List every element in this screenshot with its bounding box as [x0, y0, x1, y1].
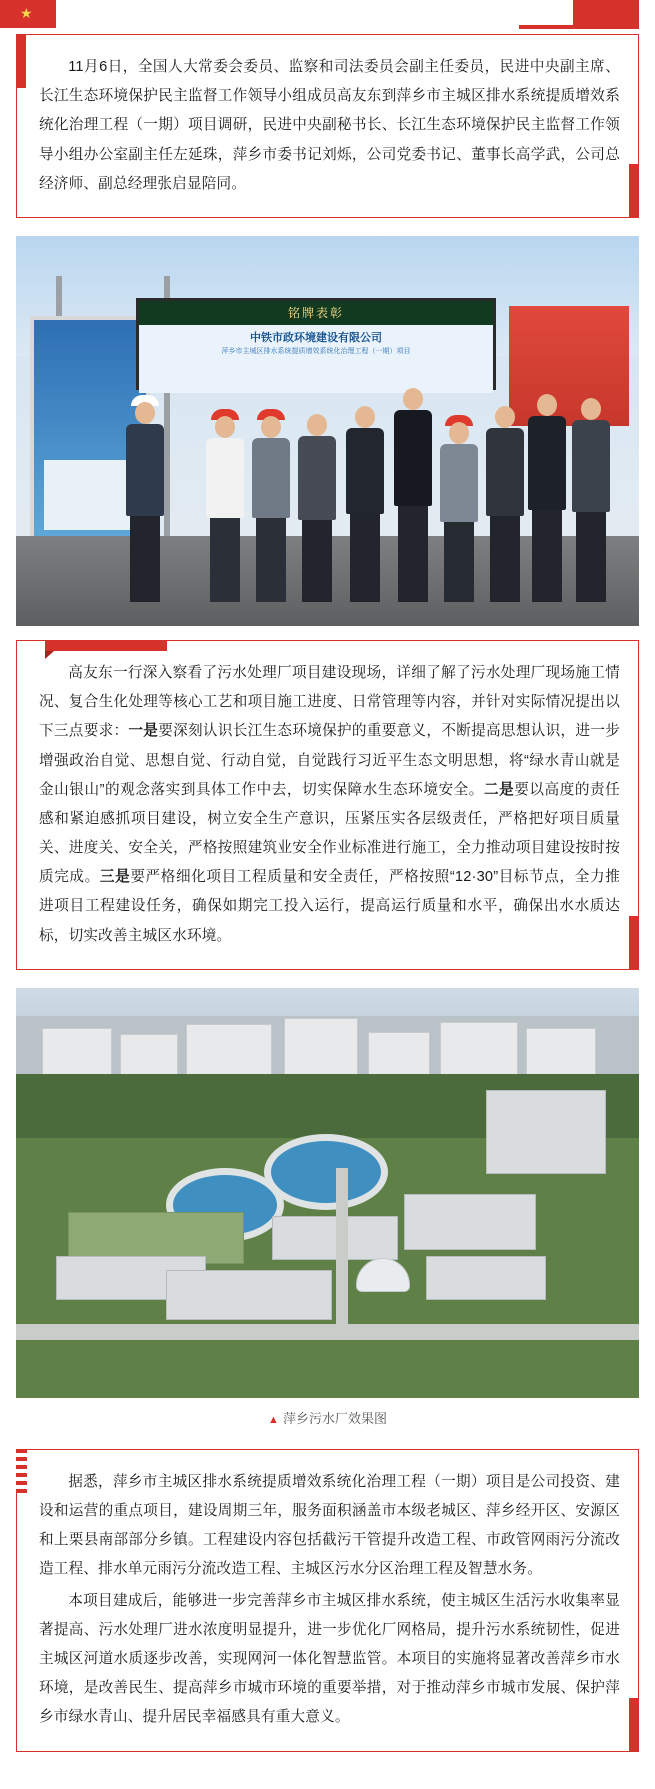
photo1-person-7 [528, 394, 566, 602]
card-corner-accent-top-left [16, 34, 26, 88]
photo-site-visit [16, 236, 639, 626]
requirements-paragraph: 高友东一行深入察看了污水处理厂项目建设现场，详细了解了污水处理厂现场施工情况、复合生化处理等核心工艺和项目施工进度、日常管理等内容，并针对实际情况提出以下三点要求：一是要深刻认识长江生态环境保护的重要意义，不断提高思想认识，进一步增强政治自觉、思想自觉、行动自觉，自觉践行习近平生态文明思想，将“绿水青山就是金山银山”的观念落实到具体工作中去，切实保障水生态环境安全。二是要以高度的责任感和紧迫感抓项目建设，树立安全生产意识，压紧压实各层级责任，严格把好项目质量关、进度关、安全关，严格按照建筑业安全作业标准进行施工，全力推动项目建设按时按质完成。三是要严格细化项目工程质量和安全责任，严格按照“12·30”目标节点，全力推进项目工程建设任务，确保如期完工投入运行，提高运行质量和水平，确保出水水质达标，切实改善主城区水环境。 [39, 664, 621, 944]
card-striped-accent [16, 1449, 27, 1493]
requirements-text-card [16, 640, 639, 970]
photo1-person-worker [126, 395, 164, 602]
photo2-process-building-6 [426, 1256, 546, 1300]
photo1-billboard [136, 298, 496, 390]
photo2-process-building-3 [166, 1270, 332, 1320]
photo1-person-4 [346, 406, 384, 602]
header-right-block [573, 0, 639, 25]
photo-plant-caption-text: 萍乡污水厂效果图 [282, 1410, 387, 1426]
photo-plant-wrap [16, 988, 639, 1427]
photo1-person-3 [298, 414, 336, 602]
photo2-office-block [486, 1090, 606, 1174]
photo1-right-banner [509, 306, 629, 426]
photo2-process-building-5 [404, 1194, 536, 1250]
photo1-billboard-subtitle: 萍乡市主城区排水系统提质增效系统化治理工程（一期）项目 [221, 347, 411, 355]
card-ribbon-accent [45, 640, 167, 651]
overview-paragraph-2: 本项目建成后，能够进一步完善萍乡市主城区排水系统，使主城区生活污水收集率显著提高、污水处理厂进水浓度明显提升，进一步优化厂网格局，提升污水系统韧性，促进主城区河道水质逐步改善，实现网河一体化智慧监管。本项目的实施将显著改善萍乡市水环境，是改善民生、提高萍乡市城市环境的重要举措，对于推动萍乡市城市发展、保护萍乡市绿水青山、提升居民幸福感具有重大意义。 [39, 1592, 620, 1726]
photo2-process-building-4 [272, 1216, 398, 1260]
header-right-rule [519, 25, 639, 29]
intro-text-card [16, 34, 639, 218]
star-icon: ★ [20, 5, 33, 21]
photo1-billboard-title: 中铁市政环境建设有限公司 [250, 331, 382, 344]
photo1-billboard-body [139, 325, 493, 393]
photo1-person-5 [440, 415, 478, 602]
photo-site-visit-wrap [16, 236, 639, 626]
intro-paragraph: 11月6日，全国人大常委会委员、监察和司法委员会副主任委员，民进中央副主席、长江生态环境保护民主监督工作领导小组成员高友东到萍乡市主城区排水系统提质增效系统化治理工程（一期）项目调研，民进中央副秘书长、长江生态环境保护民主监督工作领导小组办公室副主任左延珠，萍乡市委书记刘烁，公司党委书记、董事长高学武，公司总经济师、副总经理张启显陪同。 [39, 59, 620, 192]
photo2-access-road [16, 1324, 639, 1340]
triangle-marker-icon: ▲ [268, 1413, 279, 1426]
photo2-internal-road [336, 1168, 348, 1328]
card-ribbon-tail [45, 651, 54, 659]
photo1-person-2 [252, 409, 290, 602]
photo1-person-leader [394, 388, 432, 602]
photo1-person-1 [206, 409, 244, 602]
project-overview-text-card [16, 1449, 639, 1752]
card-corner-accent-bottom-right [629, 1698, 639, 1752]
overview-paragraph-1: 据悉，萍乡市主城区排水系统提质增效系统化治理工程（一期）项目是公司投资、建设和运营的重点项目，建设周期三年，服务面积涵盖市本级老城区、萍乡经开区、安源区和上栗县南部部分乡镇。工程建设内容包括截污干管提升改造工程、市政管网雨污分流改造工程、排水单元雨污分流改造工程、主城区污水分区治理工程及智慧水务。 [39, 1473, 620, 1578]
card-corner-accent-bottom-right [629, 164, 639, 218]
photo1-person-8 [572, 398, 610, 602]
photo-plant-rendering [16, 988, 639, 1398]
photo-plant-caption [16, 1408, 639, 1427]
decorative-header-bar [0, 0, 655, 34]
card-corner-accent-bottom-right [629, 916, 639, 970]
photo2-sedimentation-tank-2 [264, 1134, 388, 1210]
photo1-person-6 [486, 406, 524, 602]
photo1-billboard-header: 铭牌表彰 [139, 301, 493, 325]
